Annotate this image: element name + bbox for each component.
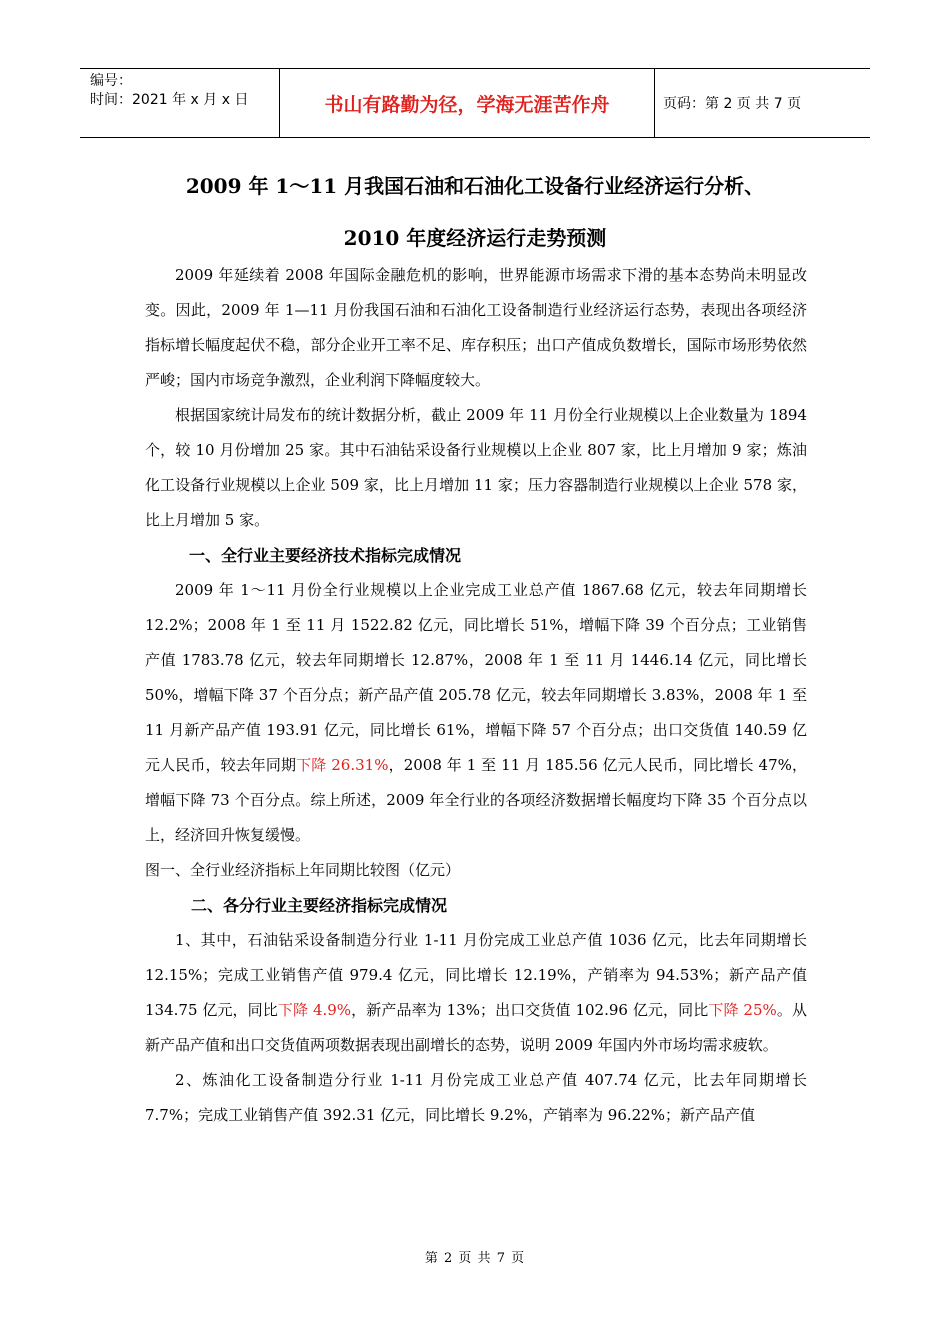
header-left-cell [80,69,280,137]
section-2-heading: 二、各分行业主要经济指标完成情况 [191,896,448,915]
paragraph-1: 2009 年延续着 2008 年国际金融危机的影响，世界能源市场需求下滑的基本态势尚未明显改变。因此，2009 年 1—11 月份我国石油和石油化工设备制造行业经济运行态势，表现出各项经济指标增长幅度起伏不稳，部分企业开工率不足、库存积压；出口产值成负数增长，国际市场形势依然严峻；国内市场竞争激烈，企业利润下降幅度较大。 [145,266,807,389]
paragraph-3-text-b: ，2008 年 1 至 11 月 185.56 亿元人民币，同比增长 47%，增幅下降 73 个百分点。综上所述，2009 年全行业的各项经济数据增长幅度均下降 35 个百分点以上，经济回升恢复缓慢。 [145,756,807,844]
header-table [80,68,870,138]
figure-caption: 图一、全行业经济指标上年同期比较图（亿元） [145,861,461,879]
paragraph-3-text-a: 2009 年 1～11 月份全行业规模以上企业完成工业总产值 1867.68 亿元，较去年同期增长 12.2%；2008 年 1 至 11 月 1522.82 亿元，同比增长 51%，增幅下降 39 个百分点；工业销售产值 1783.78 亿元，较去年同期增长 12.87%，2008 年 1 至 11 月 1446.14 亿元，同比增长 50%，增幅下降 37 个百分点；新产品产值 205.78 亿元，较去年同期增长 3.83%，2008 年 1 至 11 月新产品产值 193.91 亿元，同比增长 61%，增幅下降 57 个百分点；出口交货值 140.59 亿元人民币，较去年同期 [145,581,807,774]
paragraph-4-text-a: 1、其中，石油钻采设备制造分行业 1-11 月份完成工业总产值 1036 亿元，比去年同期增长 12.15%；完成工业销售产值 979.4 亿元，同比增长 12.19%，产销率为 94.53%；新产品产值 134.75 亿元，同比 [145,931,807,1019]
paragraph-5: 2、炼油化工设备制造分行业 1-11 月份完成工业总产值 407.74 亿元，比去年同期增长 7.7%；完成工业销售产值 392.31 亿元，同比增长 9.2%，产销率为 96.22%；新产品产值 [145,1071,807,1124]
highlight-decline-export-value: 下降 25% [708,1001,777,1019]
highlight-decline-new-product: 下降 4.9% [277,1001,352,1019]
page-footer: 第 2 页 共 7 页 [424,1251,526,1266]
section-1-heading: 一、全行业主要经济技术指标完成情况 [189,546,462,565]
date-label: 时间：2021 年 x 月 x 日 [90,92,249,108]
title-line-2: 2010 年度经济运行走势预测 [343,226,607,250]
document-body [145,258,807,1133]
paragraph-4-text-b: ，新产品率为 13%；出口交货值 102.96 亿元，同比 [351,1001,709,1019]
paragraph-4-text-c: 。从新产品产值和出口交货值两项数据表现出副增长的态势，说明 2009 年国内外市场均需求疲软。 [145,1001,807,1054]
number-label: 编号： [90,73,132,89]
paragraph-4 [145,923,807,1063]
paragraph-2: 根据国家统计局发布的统计数据分析，截止 2009 年 11 月份全行业规模以上企业数量为 1894 个，较 10 月份增加 25 家。其中石油钻采设备行业规模以上企业 807 家，比上月增加 9 家；炼油化工设备行业规模以上企业 509 家，比上月增加 11 家；压力容器制造行业规模以上企业 578 家，比上月增加 5 家。 [145,406,807,529]
page-info: 页码：第 2 页 共 7 页 [663,96,802,112]
paragraph-3 [145,573,807,853]
motto: 书山有路勤为径，学海无涯苦作舟 [280,69,655,137]
title-line-1: 2009 年 1～11 月我国石油和石油化工设备行业经济运行分析、 [185,174,765,198]
highlight-decline-export: 下降 26.31% [296,756,389,774]
